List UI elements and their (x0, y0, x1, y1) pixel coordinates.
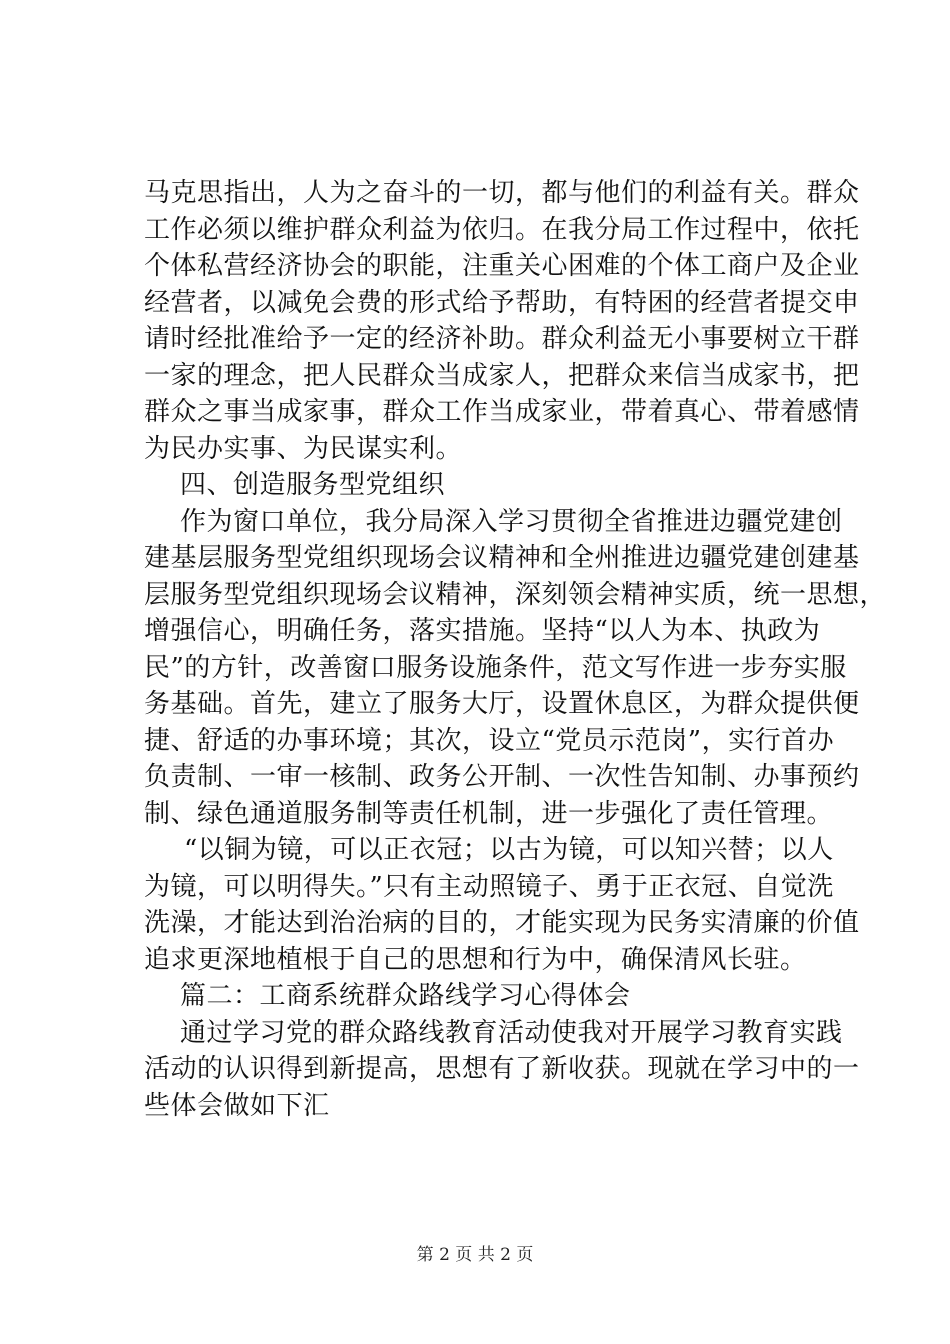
text-line: 负责制、一审一核制、政务公开制、一次性告知制、办事预约 (144, 762, 860, 792)
text-line: 活动的认识得到新提高，思想有了新收获。现就在学习中的一 (144, 1054, 860, 1084)
text-line: 个体私营经济协会的职能，注重关心困难的个体工商户及企业 (144, 251, 860, 281)
document-body (144, 175, 887, 1124)
text-line: 捷、舒适的办事环境；其次，设立“党员示范岗”，实行首办 (144, 725, 835, 756)
text-line: 请时经批准给予一定的经济补助。群众利益无小事要树立干群 (144, 324, 860, 354)
section-heading: 四、创造服务型党组织 (180, 470, 446, 500)
page-footer (0, 1244, 950, 1266)
text-line: 为镜，可以明得失。”只有主动照镜子、勇于正衣冠、自觉洗 (144, 871, 834, 902)
text-line: 追求更深地植根于自己的思想和行为中，确保清风长驻。 (144, 944, 807, 975)
section-heading: 篇二：工商系统群众路线学习心得体会 (180, 981, 631, 1011)
text-line: 为民办实事、为民谋实利。 (144, 433, 463, 464)
text-line: “以铜为镜，可以正衣冠；以古为镜，可以知兴替；以人 (184, 835, 834, 865)
text-line: 作为窗口单位，我分局深入学习贯彻全省推进边疆党建创 (180, 506, 843, 537)
text-line: 经营者，以减免会费的形式给予帮助，有特困的经营者提交申 (144, 287, 860, 318)
text-line: 马克思指出，人为之奋斗的一切，都与他们的利益有关。群众 (144, 178, 860, 208)
text-line: 群众之事当成家事，群众工作当成家业，带着真心、带着感情 (144, 397, 860, 427)
text-line: 些体会做如下汇 (144, 1090, 330, 1121)
text-line: 建基层服务型党组织现场会议精神和全州推进边疆党建创建基 (144, 543, 860, 573)
text-line: 一家的理念，把人民群众当成家人，把群众来信当成家书，把 (144, 360, 860, 391)
text-line: 工作必须以维护群众利益为依归。在我分局工作过程中，依托 (144, 214, 860, 245)
text-line: 洗澡，才能达到治治病的目的，才能实现为民务实清廉的价值 (144, 908, 860, 938)
text-line: 通过学习党的群众路线教育活动使我对开展学习教育实践 (180, 1017, 843, 1048)
text-line: 民”的方针，改善窗口服务设施条件，范文写作进一步夯实服 (144, 652, 847, 683)
text-line: 制、绿色通道服务制等责任机制，进一步强化了责任管理。 (144, 798, 834, 829)
page-number: 第 2 页 共 2 页 (416, 1245, 534, 1265)
text-line: 层服务型党组织现场会议精神，深刻领会精神实质，统一思想， (144, 579, 887, 610)
text-line: 务基础。首先，建立了服务大厅，设置休息区，为群众提供便 (144, 689, 860, 719)
text-line: 增强信心，明确任务，落实措施。坚持“以人为本、执政为 (144, 616, 821, 646)
